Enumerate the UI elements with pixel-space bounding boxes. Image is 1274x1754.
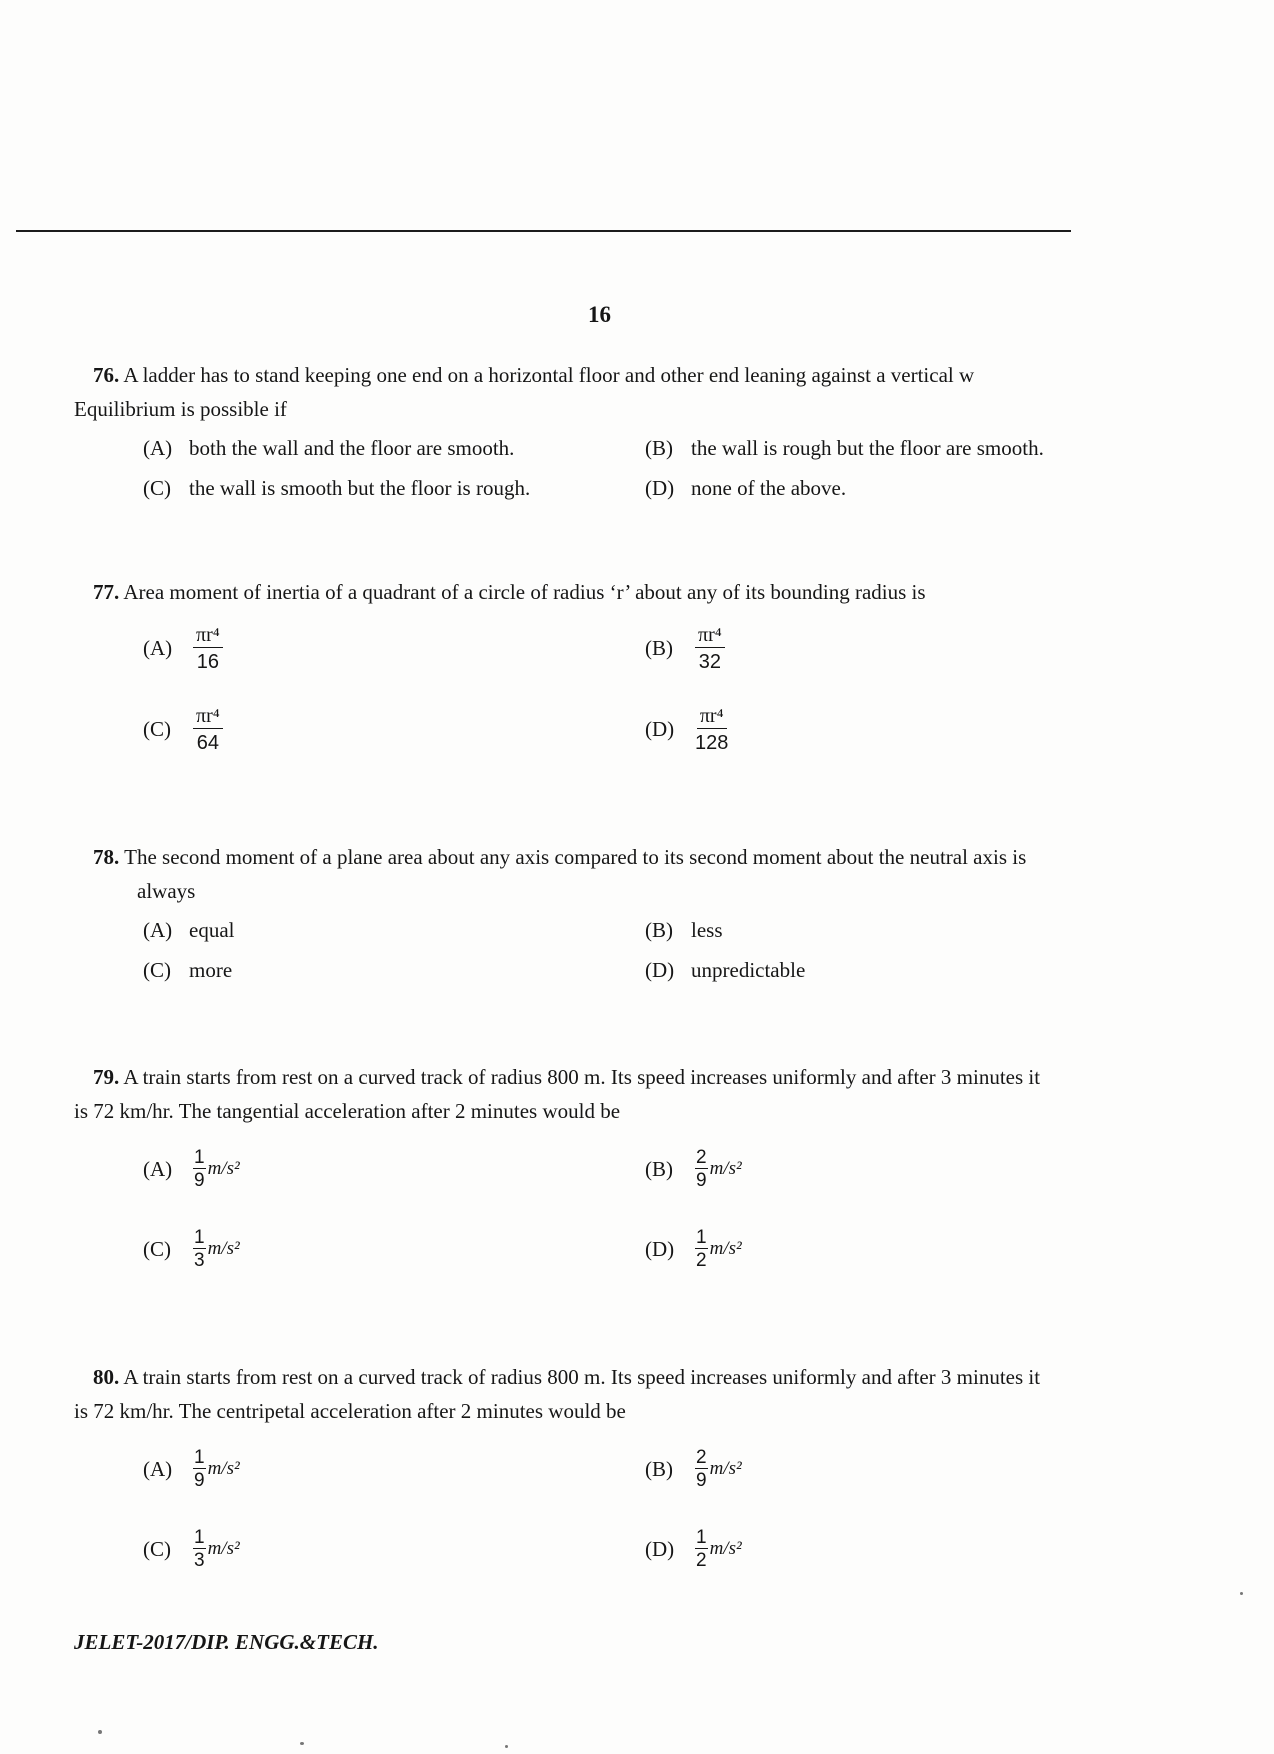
unit: m/s² bbox=[709, 1238, 742, 1259]
fraction bbox=[193, 625, 223, 672]
footer-exam-code: JELET-2017/DIP. ENGG.&TECH. bbox=[74, 1630, 379, 1654]
option-79-c bbox=[143, 1228, 240, 1270]
fraction-denominator: 128 bbox=[695, 732, 729, 754]
question-text-line1: A ladder has to stand keeping one end on a horizontal floor and other end leaning against a vertical w bbox=[123, 363, 975, 387]
question-text-line1: A train starts from rest on a curved track of radius 800 m. Its speed increases uniformly and after 3 minutes it bbox=[123, 1365, 1041, 1389]
fraction-denominator: 9 bbox=[696, 1470, 707, 1491]
fraction-numerator: 1 bbox=[194, 1447, 205, 1468]
option-79-a bbox=[143, 1148, 240, 1190]
option-76-d bbox=[645, 476, 846, 501]
question-77 bbox=[93, 575, 926, 609]
option-text: the wall is smooth but the floor is rough. bbox=[189, 476, 531, 500]
question-79 bbox=[93, 1060, 1040, 1094]
question-number: 78. bbox=[93, 845, 120, 869]
option-label: (D) bbox=[645, 717, 675, 741]
option-text: equal bbox=[189, 918, 235, 942]
fraction bbox=[193, 1448, 206, 1490]
scan-speck bbox=[300, 1742, 304, 1745]
page-number: 16 bbox=[588, 302, 611, 327]
question-78-line2: always bbox=[137, 879, 196, 903]
fraction-numerator: 1 bbox=[194, 1227, 205, 1248]
fraction-denominator: 2 bbox=[696, 1550, 707, 1571]
option-label: (C) bbox=[143, 476, 171, 500]
option-label: (D) bbox=[645, 1536, 675, 1561]
option-80-c bbox=[143, 1528, 240, 1570]
question-text-line1: A train starts from rest on a curved track of radius 800 m. Its speed increases uniformly and after 3 minutes it bbox=[123, 1065, 1041, 1089]
fraction-denominator: 9 bbox=[194, 1170, 205, 1191]
fraction-denominator: 32 bbox=[698, 651, 721, 673]
fraction-denominator: 16 bbox=[196, 651, 219, 673]
option-label: (B) bbox=[645, 436, 673, 460]
question-76-line2: Equilibrium is possible if bbox=[74, 397, 287, 421]
question-80 bbox=[93, 1360, 1040, 1394]
option-label: (B) bbox=[645, 918, 673, 942]
option-label: (D) bbox=[645, 958, 675, 982]
unit: m/s² bbox=[709, 1158, 742, 1179]
option-label: (B) bbox=[645, 636, 673, 660]
option-77-d bbox=[645, 706, 728, 753]
option-80-a bbox=[143, 1448, 240, 1490]
option-text: the wall is rough but the floor are smooth. bbox=[691, 436, 1044, 460]
option-78-d bbox=[645, 958, 805, 983]
option-label: (D) bbox=[645, 1236, 675, 1261]
option-77-b bbox=[645, 625, 725, 672]
fraction-numerator: 1 bbox=[696, 1227, 707, 1248]
option-79-d bbox=[645, 1228, 742, 1270]
option-text: none of the above. bbox=[691, 476, 847, 500]
fraction-numerator: πr⁴ bbox=[193, 706, 223, 729]
option-label: (A) bbox=[143, 1156, 173, 1181]
option-77-a bbox=[143, 625, 223, 672]
fraction-denominator: 3 bbox=[194, 1250, 205, 1271]
fraction bbox=[695, 1148, 708, 1190]
fraction-denominator: 64 bbox=[196, 732, 219, 754]
option-79-b bbox=[645, 1148, 742, 1190]
fraction bbox=[193, 1528, 206, 1570]
fraction-numerator: 1 bbox=[696, 1527, 707, 1548]
option-label: (C) bbox=[143, 958, 171, 982]
fraction bbox=[193, 1148, 206, 1190]
fraction bbox=[193, 706, 223, 753]
fraction bbox=[193, 1228, 206, 1270]
question-number: 77. bbox=[93, 580, 120, 604]
header-rule bbox=[16, 230, 1071, 232]
option-80-d bbox=[645, 1528, 742, 1570]
question-78 bbox=[93, 840, 1026, 874]
unit: m/s² bbox=[207, 1458, 240, 1479]
scan-speck bbox=[1240, 1592, 1243, 1595]
unit: m/s² bbox=[207, 1238, 240, 1259]
fraction bbox=[695, 706, 728, 753]
fraction bbox=[695, 1528, 708, 1570]
option-label: (A) bbox=[143, 1456, 173, 1481]
fraction-numerator: πr⁴ bbox=[193, 625, 223, 648]
fraction-numerator: 1 bbox=[194, 1527, 205, 1548]
unit: m/s² bbox=[207, 1158, 240, 1179]
fraction-denominator: 3 bbox=[194, 1550, 205, 1571]
option-80-b bbox=[645, 1448, 742, 1490]
option-label: (C) bbox=[143, 1236, 171, 1261]
question-number: 79. bbox=[93, 1065, 120, 1089]
fraction-denominator: 2 bbox=[696, 1250, 707, 1271]
fraction-numerator: 2 bbox=[696, 1447, 707, 1468]
option-77-c bbox=[143, 706, 223, 753]
fraction bbox=[695, 625, 725, 672]
option-label: (A) bbox=[143, 918, 173, 942]
option-label: (D) bbox=[645, 476, 675, 500]
question-text-line1: The second moment of a plane area about any axis compared to its second moment about the neutral axis is bbox=[124, 845, 1027, 869]
fraction bbox=[695, 1228, 708, 1270]
question-number: 80. bbox=[93, 1365, 120, 1389]
scan-speck bbox=[98, 1730, 102, 1734]
question-80-line2: is 72 km/hr. The centripetal acceleration after 2 minutes would be bbox=[74, 1399, 626, 1423]
option-78-b bbox=[645, 918, 723, 943]
option-label: (A) bbox=[143, 436, 173, 460]
question-79-line2: is 72 km/hr. The tangential acceleration after 2 minutes would be bbox=[74, 1099, 621, 1123]
question-number: 76. bbox=[93, 363, 120, 387]
option-text: more bbox=[189, 958, 233, 982]
fraction-numerator: 1 bbox=[194, 1147, 205, 1168]
option-label: (A) bbox=[143, 636, 173, 660]
fraction-denominator: 9 bbox=[194, 1470, 205, 1491]
option-76-b bbox=[645, 436, 1044, 461]
fraction-denominator: 9 bbox=[696, 1170, 707, 1191]
option-text: unpredictable bbox=[691, 958, 806, 982]
question-76 bbox=[93, 358, 974, 392]
option-text: less bbox=[691, 918, 723, 942]
option-78-a bbox=[143, 918, 234, 943]
unit: m/s² bbox=[207, 1538, 240, 1559]
option-label: (C) bbox=[143, 717, 171, 741]
option-text: both the wall and the floor are smooth. bbox=[189, 436, 515, 460]
unit: m/s² bbox=[709, 1538, 742, 1559]
option-76-c bbox=[143, 476, 530, 501]
option-label: (B) bbox=[645, 1456, 673, 1481]
fraction-numerator: πr⁴ bbox=[697, 706, 727, 729]
option-label: (B) bbox=[645, 1156, 673, 1181]
fraction bbox=[695, 1448, 708, 1490]
option-78-c bbox=[143, 958, 232, 983]
fraction-numerator: πr⁴ bbox=[695, 625, 725, 648]
unit: m/s² bbox=[709, 1458, 742, 1479]
question-text-line1: Area moment of inertia of a quadrant of a circle of radius ‘r’ about any of its bounding radius is bbox=[123, 580, 926, 604]
scan-speck bbox=[505, 1745, 508, 1748]
fraction-numerator: 2 bbox=[696, 1147, 707, 1168]
option-76-a bbox=[143, 436, 514, 461]
option-label: (C) bbox=[143, 1536, 171, 1561]
